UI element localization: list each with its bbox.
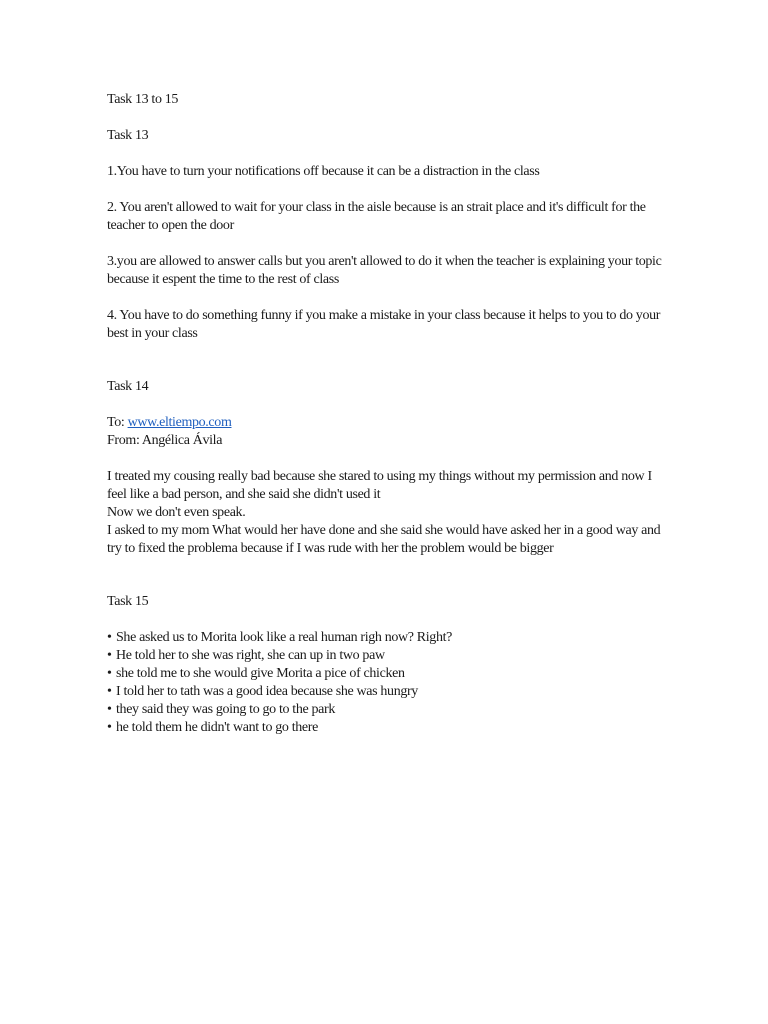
list-item: • she told me to she would give Morita a pice of chicken bbox=[107, 666, 405, 681]
email-to-line bbox=[107, 414, 663, 432]
email-to-link[interactable]: www.eltiempo.com bbox=[127, 415, 232, 430]
email-to-label: To: bbox=[107, 415, 125, 430]
bullet-icon: • bbox=[107, 720, 112, 735]
task13-item-2: 2. You aren't allowed to wait for your class in the aisle because is an strait place and it's difficult for the teacher to open the door bbox=[107, 200, 646, 233]
task14-body-1: I treated my cousing really bad because she stared to using my things without my permission and now I feel like a bad person, and she said she didn't used it bbox=[107, 469, 652, 502]
document-page bbox=[107, 91, 663, 737]
list-item: • He told her to she was right, she can up in two paw bbox=[107, 648, 385, 663]
task14-body-2: Now we don't even speak. bbox=[107, 505, 246, 520]
list-item: • I told her to tath was a good idea because she was hungry bbox=[107, 684, 418, 699]
list-item: • She asked us to Morita look like a real human righ now? Right? bbox=[107, 630, 453, 645]
bullet-icon: • bbox=[107, 630, 112, 645]
email-from-line: From: Angélica Ávila bbox=[107, 433, 223, 448]
task14-title: Task 14 bbox=[107, 379, 149, 394]
document-heading: Task 13 to 15 bbox=[107, 92, 179, 107]
list-item: • they said they was going to go to the park bbox=[107, 702, 335, 717]
bullet-icon: • bbox=[107, 684, 112, 699]
bullet-icon: • bbox=[107, 702, 112, 717]
task15-title: Task 15 bbox=[107, 594, 149, 609]
bullet-icon: • bbox=[107, 666, 112, 681]
bullet-icon: • bbox=[107, 648, 112, 663]
task13-item-4: 4. You have to do something funny if you make a mistake in your class because it helps to you to do your best in your class bbox=[107, 308, 661, 341]
task13-title: Task 13 bbox=[107, 128, 149, 143]
task13-item-1: 1.You have to turn your notifications off because it can be a distraction in the class bbox=[107, 164, 540, 179]
task14-body-3: I asked to my mom What would her have done and she said she would have asked her in a good way and try to fixed the problema because if I was rude with her the problem would be bigger bbox=[107, 523, 661, 556]
task15-list bbox=[107, 629, 663, 737]
list-item: • he told them he didn't want to go there bbox=[107, 720, 318, 735]
task13-item-3: 3.you are allowed to answer calls but you aren't allowed to do it when the teacher is explaining your topic because it espent the time to the rest of class bbox=[107, 254, 662, 287]
